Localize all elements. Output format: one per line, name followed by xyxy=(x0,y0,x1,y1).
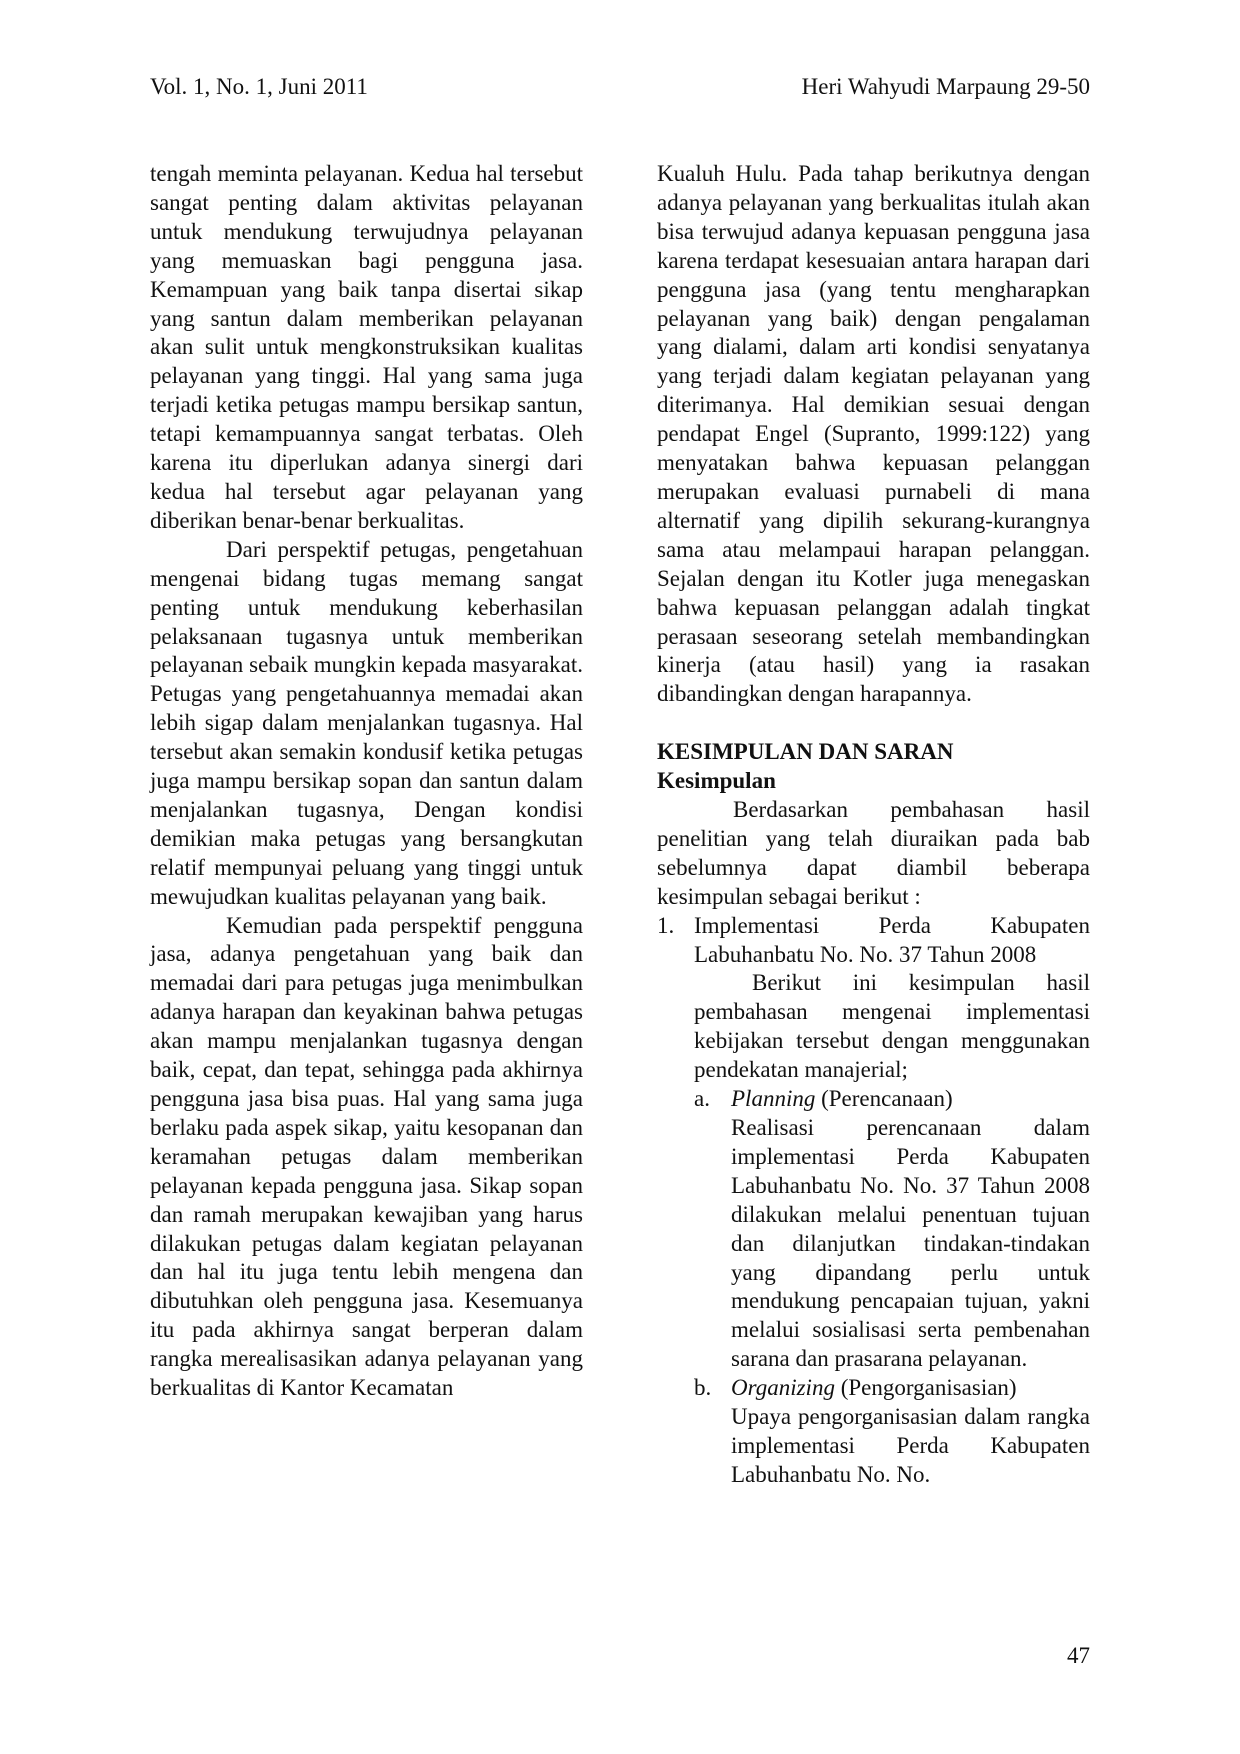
left-column xyxy=(150,160,583,1403)
sub-list-item-organizing xyxy=(694,1374,1090,1490)
sub-list-item-planning xyxy=(694,1085,1090,1374)
numbered-list-item xyxy=(657,912,1090,1490)
term-italic: Planning xyxy=(731,1086,816,1112)
list-number: 1. xyxy=(657,912,675,938)
right-column xyxy=(657,160,1090,1490)
page-number: 47 xyxy=(1067,1643,1090,1668)
term-translation: (Pengorganisasian) xyxy=(834,1375,1017,1401)
sub-list-heading xyxy=(731,1085,1090,1114)
section-heading: KESIMPULAN DAN SARAN xyxy=(657,739,954,765)
running-header xyxy=(150,74,1090,106)
author-pages-label: Heri Wahyudi Marpaung 29-50 xyxy=(801,74,1090,99)
term-italic: Organizing xyxy=(731,1375,835,1401)
list-item-title: Implementasi Perda Kabupaten Labuhanbatu No. No. 37 Tahun 2008 xyxy=(694,912,1090,967)
sub-list-heading xyxy=(731,1374,1090,1403)
sub-list-letter: b. xyxy=(694,1375,712,1401)
body-paragraph: Dari perspektif petugas, pengetahuan mengenai bidang tugas memang sangat penting untuk mendukung keberhasilan pelaksanaan tugasnya untuk memberikan pelayanan sebaik mungkin kepada masyarakat. Petugas yang pengetahuannya memadai akan lebih sigap dalam menjalankan tugasnya. Hal tersebut akan semakin kondusif ketika petugas juga mampu bersikap sopan dan santun dalam menjalankan tugasnya, Dengan kondisi demikian maka petugas yang bersangkutan relatif mempunyai peluang yang tinggi untuk mewujudkan kualitas pelayanan yang baik. xyxy=(150,536,583,909)
body-paragraph: tengah meminta pelayanan. Kedua hal tersebut sangat penting dalam aktivitas pelayanan untuk mendukung terwujudnya pelayanan yang memuaskan bagi pengguna jasa. Kemampuan yang baik tanpa disertai sikap yang santun dalam memberikan pelayanan akan sulit untuk mengkonstruksikan kualitas pelayanan yang tinggi. Hal yang sama juga terjadi ketika petugas mampu bersikap santun, tetapi kemampuannya sangat terbatas. Oleh karena itu diperlukan adanya sinergi dari kedua hal tersebut agar pelayanan yang diberikan benar-benar berkualitas. xyxy=(150,161,583,533)
sub-list-text: Upaya pengorganisasian dalam rangka implementasi Perda Kabupaten Labuhanbatu No. No. xyxy=(731,1404,1090,1487)
term-translation: (Perencanaan) xyxy=(815,1086,953,1112)
body-paragraph: Kualuh Hulu. Pada tahap berikutnya dengan adanya pelayanan yang berkualitas itulah akan bisa terwujud adanya kepuasan pengguna jasa karena terdapat kesesuaian antara harapan dari pengguna jasa (yang tentu mengharapkan pelayanan yang baik) dengan pengalaman yang dialami, dalam arti kondisi senyatanya yang terjadi dalam kegiatan pelayanan yang diterimanya. Hal demikian sesuai dengan pendapat Engel (Supranto, 1999:122) yang menyatakan bahwa kepuasan pelanggan merupakan evaluasi purnabeli di mana alternatif yang dipilih sekurang-kurangnya sama atau melampaui harapan pelanggan. Sejalan dengan itu Kotler juga menegaskan bahwa kepuasan pelanggan adalah tingkat perasaan seseorang setelah membandingkan kinerja (atau hasil) yang ia rasakan dibandingkan dengan harapannya. xyxy=(657,161,1090,707)
list-item-text: Berikut ini kesimpulan hasil pembahasan mengenai implementasi kebijakan tersebut dengan menggunakan pendekatan manajerial; xyxy=(694,970,1090,1083)
intro-paragraph: Berdasarkan pembahasan hasil penelitian yang telah diuraikan pada bab sebelumnya dapat diambil beberapa kesimpulan sebagai berikut : xyxy=(657,797,1090,909)
subsection-heading: Kesimpulan xyxy=(657,768,776,794)
sub-list-text: Realisasi perencanaan dalam implementasi Perda Kabupaten Labuhanbatu No. No. 37 Tahun 2008 dilakukan melalui penentuan tujuan dan dilanjutkan tindakan-tindakan yang dipandang perlu untuk mendukung pencapaian tujuan, yakni melalui sosialisasi serta pembenahan sarana dan prasarana pelayanan. xyxy=(731,1115,1090,1372)
sub-list-letter: a. xyxy=(694,1086,710,1112)
journal-volume-label: Vol. 1, No. 1, Juni 2011 xyxy=(150,74,368,99)
body-paragraph: Kemudian pada perspektif pengguna jasa, adanya pengetahuan yang baik dan memadai dari para petugas juga menimbulkan adanya harapan dan keyakinan bahwa petugas akan mampu menjalankan tugasnya dengan baik, cepat, dan tepat, sehingga pada akhirnya pengguna jasa bisa puas. Hal yang sama juga berlaku pada aspek sikap, yaitu kesopanan dan keramahan petugas dalam memberikan pelayanan kepada pengguna jasa. Sikap sopan dan ramah merupakan kewajiban yang harus dilakukan petugas dalam kegiatan pelayanan dan hal itu juga tentu lebih mengena dan dibutuhkan oleh pengguna jasa. Kesemuanya itu pada akhirnya sangat berperan dalam rangka merealisasikan adanya pelayanan yang berkualitas di Kantor Kecamatan xyxy=(150,912,583,1401)
